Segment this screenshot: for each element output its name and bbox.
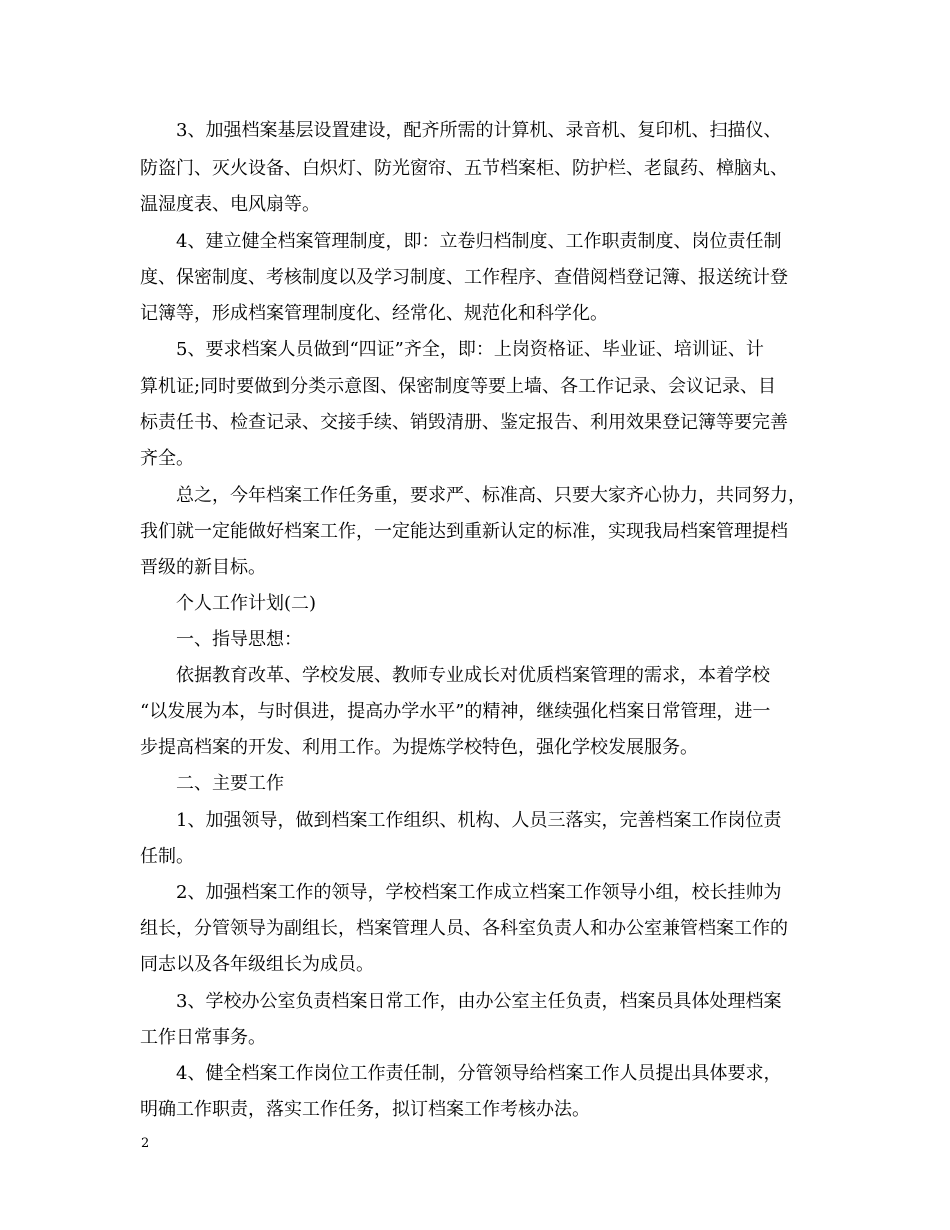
section-heading: 二、主要工作	[176, 773, 284, 794]
text-line: 度、保密制度、考核制度以及学习制度、工作程序、查借阅档登记簿、报送统计登	[140, 267, 788, 288]
text-line: 3、加强档案基层设置建设，配齐所需的计算机、录音机、复印机、扫描仪、	[176, 120, 782, 141]
text-line: 总之，今年档案工作任务重，要求严、标准高、只要大家齐心协力，共同努力，	[176, 485, 806, 506]
section-heading: 一、指导思想：	[176, 629, 302, 650]
text-line: 3、学校办公室负责档案日常工作，由办公室主任负责，档案员具体处理档案	[176, 991, 782, 1012]
text-line: 4、建立健全档案管理制度，即：立卷归档制度、工作职责制度、岗位责任制	[176, 231, 782, 252]
text-line: 明确工作职责，落实工作任务，拟订档案工作考核办法。	[140, 1099, 590, 1120]
text-line: 4、健全档案工作岗位工作责任制，分管领导给档案工作人员提出具体要求，	[176, 1063, 782, 1084]
text-line: 5、要求档案人员做到“四证”齐全，即：上岗资格证、毕业证、培训证、计	[176, 339, 764, 360]
text-line: 步提高档案的开发、利用工作。为提炼学校特色，强化学校发展服务。	[140, 737, 698, 758]
text-line: 我们就一定能做好档案工作，一定能达到重新认定的标准，实现我局档案管理提档	[140, 521, 788, 542]
page-number: 2	[141, 1136, 150, 1151]
section-heading: 个人工作计划(二)	[176, 593, 317, 614]
text-line: 算机证;同时要做到分类示意图、保密制度等要上墙、各工作记录、会议记录、目	[140, 376, 777, 397]
text-line: 温湿度表、电风扇等。	[140, 194, 320, 215]
text-line: 标责任书、检查记录、交接手续、销毁清册、鉴定报告、利用效果登记簿等要完善	[140, 412, 788, 433]
text-line: 依据教育改革、学校发展、教师专业成长对优质档案管理的需求，本着学校	[176, 665, 770, 686]
text-line: 2、加强档案工作的领导，学校档案工作成立档案工作领导小组，校长挂帅为	[176, 882, 782, 903]
text-line: “以发展为本，与时俱进，提高办学水平”的精神，继续强化档案日常管理，进一	[140, 701, 771, 722]
text-line: 任制。	[140, 846, 194, 867]
text-line: 记簿等，形成档案管理制度化、经常化、规范化和科学化。	[140, 303, 608, 324]
text-line: 工作日常事务。	[140, 1027, 266, 1048]
text-line: 齐全。	[140, 448, 194, 469]
text-line: 组长，分管领导为副组长，档案管理人员、各科室负责人和办公室兼管档案工作的	[140, 918, 788, 939]
text-line: 同志以及各年级组长为成员。	[140, 954, 374, 975]
text-line: 防盗门、灭火设备、白炽灯、防光窗帘、五节档案柜、防护栏、老鼠药、樟脑丸、	[140, 158, 788, 179]
text-line: 晋级的新目标。	[140, 557, 266, 578]
text-line: 1、加强领导，做到档案工作组织、机构、人员三落实，完善档案工作岗位责	[176, 810, 782, 831]
